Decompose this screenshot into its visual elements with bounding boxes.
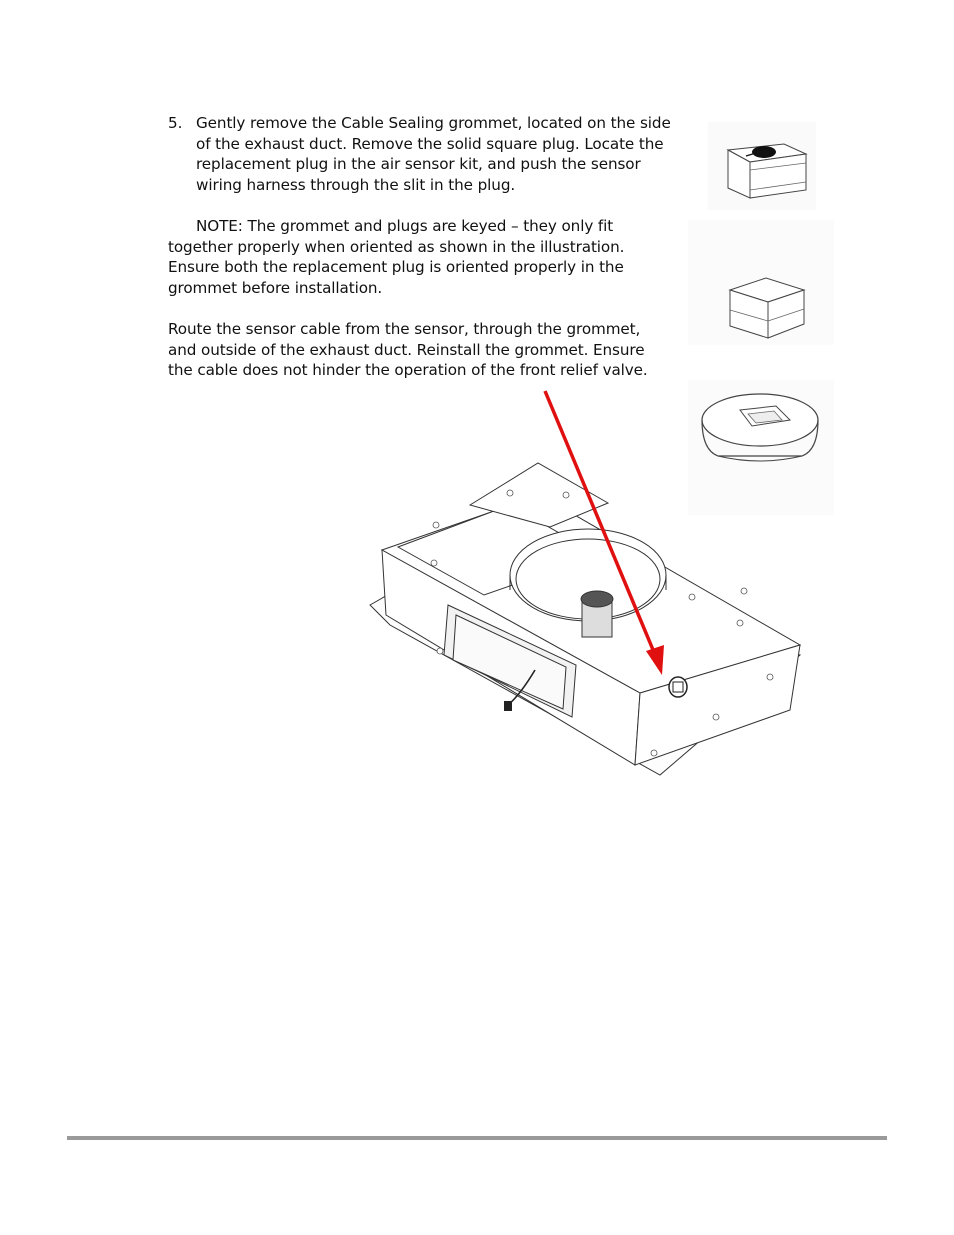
solid-plug-illustration [688, 220, 834, 345]
footer-rule [67, 1136, 887, 1140]
step-number: 5. [168, 114, 183, 132]
step-5-paragraph [168, 113, 683, 195]
step-text: Gently remove the Cable Sealing grommet, located on the side of the exhaust duct. Remove the solid square plug. Locate the replacement plug in the air sensor kit, and push the sensor wiring harness through the slit in the plug. [196, 114, 671, 194]
route-paragraph: Route the sensor cable from the sensor, through the grommet, and outside of the exhaust duct. Reinstall the grommet. Ensure the cable does not hinder the operation of the front relief valve. [168, 320, 648, 380]
indicator-arrow [530, 385, 680, 685]
note-paragraph: NOTE: The grommet and plugs are keyed – they only fit together properly when oriented as shown in the illustration. Ensure both the replacement plug is oriented properly in the grommet before installation. [168, 217, 625, 297]
slit-plug-illustration [706, 120, 818, 212]
